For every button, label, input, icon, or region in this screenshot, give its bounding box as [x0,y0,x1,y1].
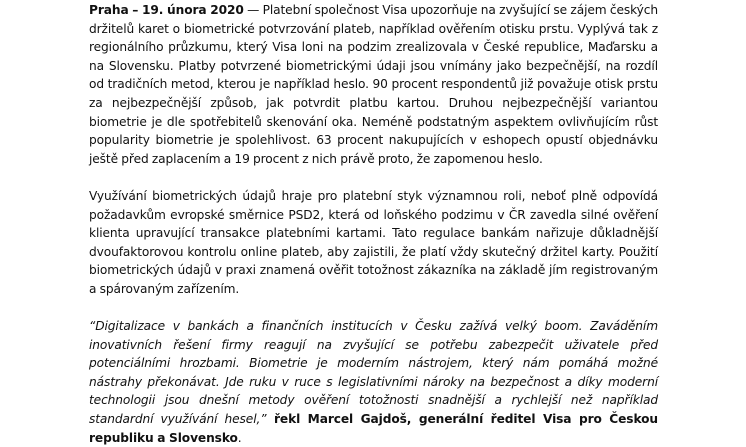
press-release [89,1,658,447]
psd2-paragraph: Využívání biometrických údajů hraje pro platební styk významnou roli, neboť plně odpovídá požadavkům evropské směrnice PSD2, která od loňského podzimu v ČR zavedla silné ověření klienta upravující transakce platebními kartami. Tato regulace bankám nařizuje důkladnější dvoufaktorovou kontrolu online plateb, aby zajistili, že platí vždy skutečný držitel karty. Použití biometrických údajů v praxi znamená ověřit totožnost zákazníka na základě jím registrovaným a spárovaným zařízením. [89,188,658,296]
intro-paragraph [89,1,658,168]
intro-text: — Platební společnost Visa upozorňuje na zvyšující se zájem českých držitelů karet o biometrické potvrzování plateb, například ověřením otisku prstu. Vyplývá tak z regionálního průzkumu, který Visa loni na podzim zrealizovala v České republice, Maďarsku a na Slovensku. Platby potvrzené biometrickými údaji jsou vnímány jako bezpečnější, na rozdíl od tradičních metod, kterou je například heslo. 90 procent respondentů již považuje otisk prstu za nejbezpečnější způsob, jak potvrdit platbu kartou. Druhou nejbezpečnější variantou biometrie je dle spotřebitelů skenování oka. Neméně podstatným aspektem ovlivňujícím růst popularity biometrie je spolehlivost. 63 procent nakupujících v eshopech opustí objednávku ještě před zaplacením a 19 procent z nich právě proto, že zapomenou heslo. [89,3,658,166]
closing-period: . [237,430,242,445]
quote-paragraph [89,317,658,447]
speaker-attribution: řekl Marcel Gajdoš, generální ředitel Visa pro Českou republiku a Slovensko [89,412,658,445]
quote-text: “Digitalizace v bankách a finančních institucích v Česku zažívá velký boom. Zaváděním inovativních řešení firmy reagují na zvyšující se potřebu zabezpečit uživatele před potenciálními hrozbami. Biometrie je moderním nástrojem, který nám pomáhá možné nástrahy překonávat. Jde ruku v ruce s legislativními nároky na bezpečnost a díky moderní technologii jsou dnešní metody ověření totožnosti snadnější a rychlejší než například standardní využívání hesel,” [89,319,658,427]
dateline: Praha – 19. února 2020 [89,3,244,17]
